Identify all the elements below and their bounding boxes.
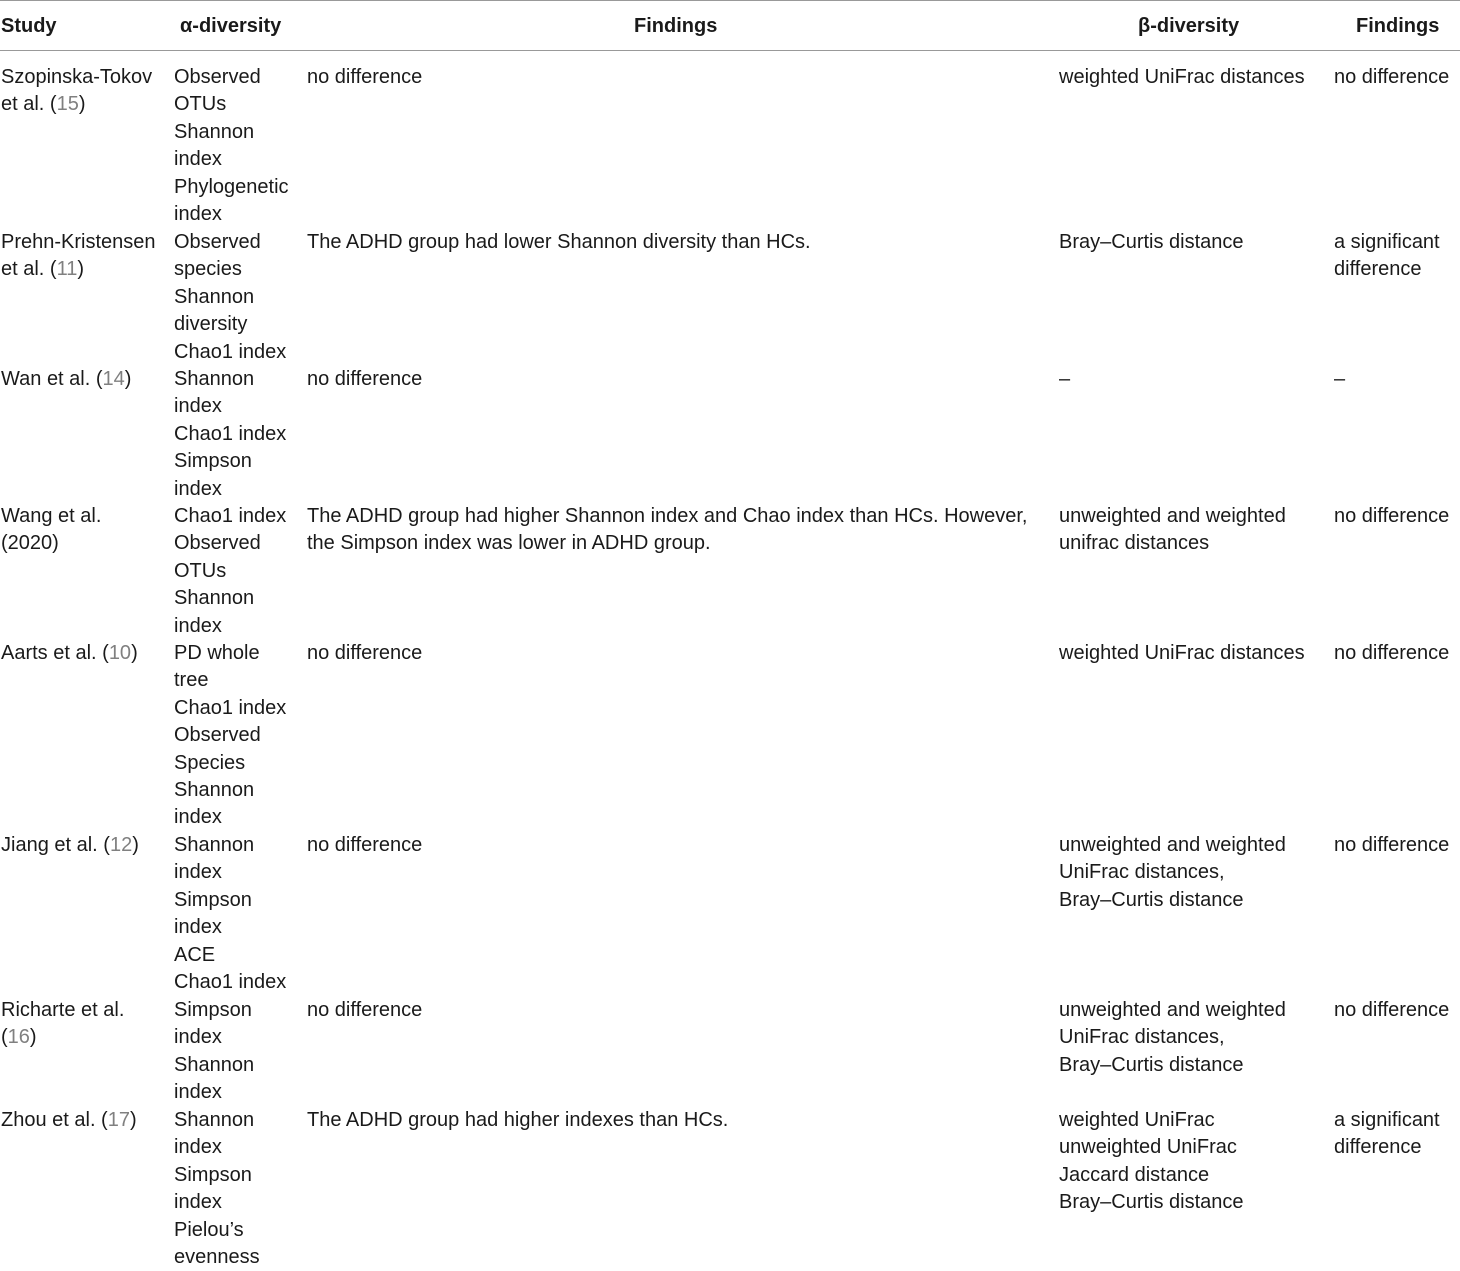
header-study: Study [1, 15, 57, 37]
cell-line: difference [1334, 258, 1422, 281]
cell-line [1, 530, 101, 557]
cell-beta-findings [1334, 832, 1449, 859]
cell-line: no difference [1334, 642, 1450, 664]
study-text: Zhou et al. ( [1, 1109, 108, 1131]
cell-line: no difference [1334, 834, 1450, 856]
cell-beta-diversity [1059, 1107, 1244, 1217]
cell-line: index [174, 203, 222, 226]
cell-line: tree [174, 669, 209, 692]
cell-line: index [174, 395, 222, 418]
cell-line: Simpson [174, 999, 252, 1021]
cell-beta-diversity [1059, 366, 1070, 393]
cell-line: index [174, 806, 222, 829]
cell-study [1, 997, 124, 1052]
cell-line: weighted UniFrac distances [1059, 66, 1305, 88]
cell-line: Shannon [174, 1109, 255, 1131]
study-text: Wan et al. ( [1, 368, 103, 390]
cell-line: Bray–Curtis distance [1059, 1191, 1244, 1214]
reference-link[interactable]: 10 [108, 642, 132, 664]
cell-line [1, 832, 139, 859]
cell-line: ACE [174, 943, 216, 966]
cell-alpha-diversity [174, 997, 254, 1107]
cell-beta-findings [1334, 229, 1440, 284]
cell-line: unweighted UniFrac [1059, 1136, 1237, 1159]
cell-line: Bray–Curtis distance [1059, 888, 1244, 911]
cell-line: The ADHD group had higher indexes than HCs. [307, 1109, 729, 1131]
cell-line: Shannon [174, 779, 255, 802]
cell-line: OTUs [174, 93, 227, 116]
cell-line [1, 1107, 137, 1134]
cell-study [1, 366, 131, 393]
cell-line: Observed [174, 532, 261, 555]
cell-line [1, 640, 138, 667]
cell-line: index [174, 1081, 222, 1104]
study-text: Wang et al. [1, 505, 102, 527]
cell-line: Shannon [174, 285, 255, 308]
cell-beta-diversity [1059, 832, 1286, 914]
study-text: Aarts et al. ( [1, 642, 109, 664]
cell-line: Chao1 index [174, 422, 287, 445]
cell-line: index [174, 1136, 222, 1159]
cell-line: index [174, 861, 222, 884]
cell-line: a significant [1334, 231, 1440, 253]
cell-line: no difference [1334, 66, 1450, 88]
cell-line: index [174, 1191, 222, 1214]
cell-line: unifrac distances [1059, 532, 1210, 555]
study-text: ) [78, 93, 86, 116]
table-top-rule [0, 0, 1460, 1]
cell-line: Observed [174, 66, 261, 88]
study-text: Szopinska-Tokov [1, 66, 153, 88]
cell-line: OTUs [174, 559, 227, 582]
cell-line: no difference [307, 66, 423, 88]
cell-study [1, 503, 101, 558]
study-text: ) [132, 834, 139, 856]
study-text: Jiang et al. ( [1, 834, 110, 856]
cell-line: no difference [1334, 999, 1450, 1021]
cell-line [1, 997, 124, 1024]
cell-line: a significant [1334, 1109, 1440, 1131]
cell-alpha-diversity [174, 64, 289, 228]
table-header-rule [0, 50, 1460, 51]
cell-line: The ADHD group had lower Shannon diversity than HCs. [307, 231, 811, 253]
study-text: ) [124, 368, 132, 390]
study-text: ) [131, 642, 138, 664]
cell-line: Shannon [174, 834, 255, 856]
cell-alpha-diversity [174, 503, 286, 640]
reference-link[interactable]: 14 [102, 368, 125, 390]
cell-beta-diversity [1059, 229, 1244, 256]
cell-alpha-diversity [174, 366, 286, 503]
cell-line: unweighted and weighted [1059, 505, 1286, 527]
study-text: Prehn-Kristensen [1, 231, 156, 253]
cell-alpha-findings [307, 640, 422, 667]
cell-line: Pielou’s [174, 1218, 244, 1241]
cell-line: Shannon [174, 368, 255, 390]
cell-alpha-findings [307, 832, 422, 859]
cell-alpha-findings [307, 1107, 728, 1134]
cell-line: evenness [174, 1246, 260, 1269]
cell-line: The ADHD group had higher Shannon index and Chao index than HCs. However, [307, 505, 1028, 527]
cell-line [1, 256, 156, 283]
cell-alpha-diversity [174, 832, 286, 996]
header-beta-findings: Findings [1356, 15, 1440, 37]
cell-line: index [174, 1026, 222, 1049]
cell-line [1, 503, 101, 530]
study-text: ) [29, 1026, 37, 1049]
study-text: (2020) [1, 532, 59, 555]
cell-beta-findings [1334, 640, 1449, 667]
cell-line: Bray–Curtis distance [1059, 231, 1244, 253]
cell-line: weighted UniFrac distances [1059, 642, 1305, 664]
cell-line: Bray–Curtis distance [1059, 1053, 1244, 1076]
cell-line [1, 1024, 124, 1051]
cell-line: Chao1 index [174, 696, 287, 719]
study-text: et al. ( [1, 93, 57, 116]
cell-line: Jaccard distance [1059, 1163, 1210, 1186]
study-text: Richarte et al. [1, 999, 125, 1021]
cell-line: index [174, 916, 222, 939]
cell-beta-diversity [1059, 640, 1305, 667]
header-alpha-diversity: α-diversity [180, 15, 282, 37]
cell-line: weighted UniFrac [1059, 1109, 1215, 1131]
cell-beta-findings [1334, 64, 1449, 91]
cell-line: – [1334, 368, 1346, 390]
cell-beta-diversity [1059, 64, 1305, 91]
cell-beta-diversity [1059, 997, 1286, 1079]
cell-alpha-findings [307, 503, 1027, 558]
cell-study [1, 1107, 137, 1134]
cell-line: Species [174, 751, 246, 774]
cell-study [1, 64, 152, 119]
cell-beta-findings [1334, 366, 1345, 393]
cell-line: Simpson [174, 450, 252, 473]
cell-line: UniFrac distances, [1059, 861, 1225, 884]
cell-line: index [174, 477, 222, 500]
study-text: ( [1, 1026, 8, 1049]
cell-beta-findings [1334, 1107, 1440, 1162]
cell-line: no difference [307, 368, 423, 390]
cell-line: the Simpson index was lower in ADHD group. [307, 532, 711, 555]
cell-alpha-findings [307, 229, 811, 256]
cell-study [1, 832, 139, 859]
cell-line: Shannon [174, 1053, 255, 1076]
cell-line: Phylogenetic [174, 175, 289, 198]
cell-line: index [174, 148, 222, 171]
cell-line [1, 91, 152, 118]
cell-beta-findings [1334, 503, 1449, 530]
cell-line: diversity [174, 313, 248, 336]
reference-link[interactable]: 16 [7, 1026, 30, 1049]
cell-line [1, 229, 156, 256]
reference-link[interactable]: 15 [56, 93, 79, 116]
cell-line [1, 366, 131, 393]
cell-line: Chao1 index [174, 971, 287, 994]
cell-alpha-findings [307, 64, 422, 91]
cell-line: species [174, 258, 242, 281]
header-beta-diversity: β-diversity [1138, 15, 1240, 37]
cell-alpha-diversity [174, 1107, 260, 1271]
reference-link[interactable]: 17 [107, 1109, 130, 1131]
cell-line: no difference [1334, 505, 1450, 527]
cell-line: Observed [174, 724, 261, 747]
study-text: ) [77, 258, 85, 281]
cell-line: Shannon [174, 120, 255, 143]
reference-link[interactable]: 12 [109, 834, 133, 856]
header-alpha-findings: Findings [634, 15, 718, 37]
cell-line: Chao1 index [174, 505, 287, 527]
study-text: et al. ( [1, 258, 57, 281]
cell-line [1, 64, 152, 91]
cell-study [1, 229, 156, 284]
cell-line: PD whole [174, 642, 260, 664]
cell-beta-diversity [1059, 503, 1286, 558]
cell-line: unweighted and weighted [1059, 834, 1286, 856]
cell-alpha-findings [307, 997, 422, 1024]
cell-line: no difference [307, 999, 423, 1021]
cell-line: difference [1334, 1136, 1422, 1159]
cell-alpha-findings [307, 366, 422, 393]
study-text: ) [129, 1109, 137, 1131]
cell-line: unweighted and weighted [1059, 999, 1286, 1021]
cell-line: UniFrac distances, [1059, 1026, 1225, 1049]
cell-line: Shannon [174, 587, 255, 610]
cell-line: – [1059, 368, 1071, 390]
cell-line: index [174, 614, 222, 637]
cell-beta-findings [1334, 997, 1449, 1024]
cell-study [1, 640, 138, 667]
cell-line: Observed [174, 231, 261, 253]
cell-line: Simpson [174, 888, 252, 911]
cell-line: Chao1 index [174, 340, 287, 363]
cell-alpha-diversity [174, 640, 286, 832]
reference-link[interactable]: 11 [56, 258, 78, 281]
cell-alpha-diversity [174, 229, 286, 366]
cell-line: no difference [307, 834, 423, 856]
cell-line: Simpson [174, 1163, 252, 1186]
cell-line: no difference [307, 642, 423, 664]
